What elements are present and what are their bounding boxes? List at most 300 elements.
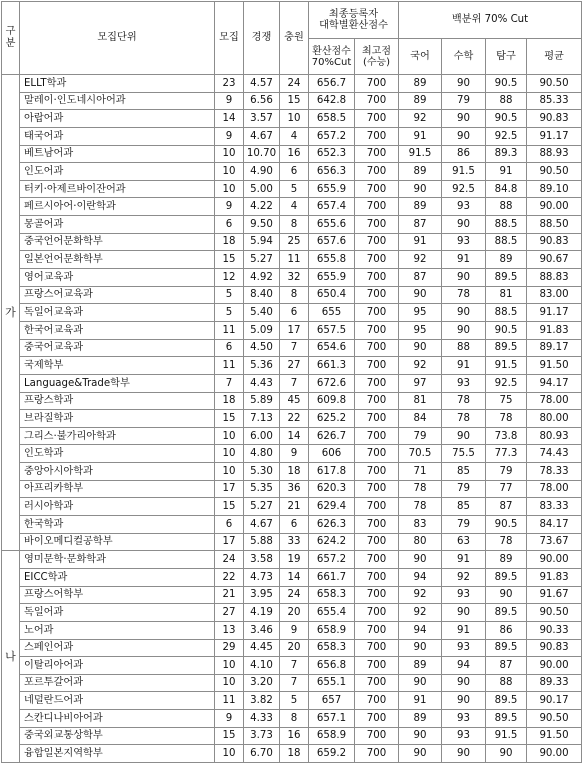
math-cell: 90 xyxy=(442,745,486,763)
average-cell: 91.50 xyxy=(527,727,582,745)
korean-cell: 90 xyxy=(399,180,442,198)
math-cell: 91.5 xyxy=(442,163,486,181)
table-row xyxy=(2,445,582,463)
competition-cell: 5.00 xyxy=(244,180,280,198)
korean-cell: 91 xyxy=(399,692,442,710)
conv-score-cell: 624.2 xyxy=(309,533,355,551)
math-cell: 90 xyxy=(442,604,486,622)
average-cell: 90.50 xyxy=(527,163,582,181)
korean-cell: 94 xyxy=(399,568,442,586)
filled-cell: 22 xyxy=(280,410,309,428)
unit-cell: 페르시아어·이란학과 xyxy=(20,198,215,216)
unit-cell: 인도학과 xyxy=(20,445,215,463)
conv-score-cell: 650.4 xyxy=(309,286,355,304)
average-cell: 88.83 xyxy=(527,269,582,287)
filled-cell: 24 xyxy=(280,75,309,93)
unit-cell: 그리스·불가리아학과 xyxy=(20,427,215,445)
recruit-cell: 6 xyxy=(215,516,244,534)
competition-cell: 4.45 xyxy=(244,639,280,657)
filled-cell: 5 xyxy=(280,692,309,710)
competition-cell: 5.27 xyxy=(244,498,280,516)
inquiry-cell: 88.5 xyxy=(486,233,527,251)
math-cell: 85 xyxy=(442,463,486,481)
table-row xyxy=(2,92,582,110)
unit-cell: 한국어교육과 xyxy=(20,321,215,339)
unit-cell: 독일어교육과 xyxy=(20,304,215,322)
conv-score-cell: 655 xyxy=(309,304,355,322)
max-score-cell: 700 xyxy=(355,463,399,481)
inquiry-cell: 81 xyxy=(486,286,527,304)
competition-cell: 5.40 xyxy=(244,304,280,322)
recruit-cell: 17 xyxy=(215,533,244,551)
group-header: 구 분 xyxy=(2,2,20,75)
competition-cell: 3.95 xyxy=(244,586,280,604)
recruit-cell: 6 xyxy=(215,216,244,234)
table-row xyxy=(2,427,582,445)
math-cell: 78 xyxy=(442,392,486,410)
filled-cell: 36 xyxy=(280,480,309,498)
korean-cell: 94 xyxy=(399,621,442,639)
filled-cell: 21 xyxy=(280,498,309,516)
filled-cell: 7 xyxy=(280,374,309,392)
korean-cell: 92 xyxy=(399,110,442,128)
competition-cell: 4.57 xyxy=(244,75,280,93)
math-cell: 88 xyxy=(442,339,486,357)
table-row xyxy=(2,410,582,428)
recruit-cell: 12 xyxy=(215,269,244,287)
table-row xyxy=(2,339,582,357)
inquiry-cell: 75 xyxy=(486,392,527,410)
unit-cell: 베트남어과 xyxy=(20,145,215,163)
recruit-cell: 7 xyxy=(215,374,244,392)
inquiry-cell: 91.5 xyxy=(486,357,527,375)
inquiry-cell: 88.5 xyxy=(486,216,527,234)
max-score-cell: 700 xyxy=(355,163,399,181)
max-score-cell: 700 xyxy=(355,551,399,569)
conv-score-cell: 661.3 xyxy=(309,357,355,375)
competition-cell: 10.70 xyxy=(244,145,280,163)
recruit-cell: 11 xyxy=(215,321,244,339)
math-cell: 94 xyxy=(442,657,486,675)
average-cell: 90.17 xyxy=(527,692,582,710)
inquiry-cell: 88.5 xyxy=(486,304,527,322)
unit-cell: 아프리카학부 xyxy=(20,480,215,498)
conv-score-cell: 656.7 xyxy=(309,75,355,93)
max-score-cell: 700 xyxy=(355,304,399,322)
average-cell: 80.93 xyxy=(527,427,582,445)
table-row xyxy=(2,516,582,534)
recruit-cell: 9 xyxy=(215,198,244,216)
inquiry-cell: 77 xyxy=(486,480,527,498)
math-cell: 85 xyxy=(442,498,486,516)
competition-cell: 6.00 xyxy=(244,427,280,445)
korean-cell: 89 xyxy=(399,75,442,93)
math-cell: 92.5 xyxy=(442,180,486,198)
conv-score-cell: 658.9 xyxy=(309,621,355,639)
inquiry-cell: 90.5 xyxy=(486,110,527,128)
recruit-cell: 10 xyxy=(215,163,244,181)
filled-cell: 6 xyxy=(280,163,309,181)
recruit-cell: 10 xyxy=(215,180,244,198)
conv-score-cell: 655.9 xyxy=(309,180,355,198)
inquiry-header: 탐구 xyxy=(486,39,527,75)
inquiry-cell: 91.5 xyxy=(486,727,527,745)
korean-cell: 91.5 xyxy=(399,145,442,163)
recruit-cell: 13 xyxy=(215,621,244,639)
recruit-cell: 5 xyxy=(215,286,244,304)
korean-cell: 92 xyxy=(399,586,442,604)
conv-score-cell: 609.8 xyxy=(309,392,355,410)
max-score-cell: 700 xyxy=(355,427,399,445)
competition-cell: 3.46 xyxy=(244,621,280,639)
korean-cell: 87 xyxy=(399,269,442,287)
filled-cell: 8 xyxy=(280,216,309,234)
korean-cell: 70.5 xyxy=(399,445,442,463)
math-cell: 79 xyxy=(442,480,486,498)
math-cell: 93 xyxy=(442,233,486,251)
filled-cell: 15 xyxy=(280,92,309,110)
korean-cell: 89 xyxy=(399,163,442,181)
average-cell: 83.00 xyxy=(527,286,582,304)
recruit-cell: 21 xyxy=(215,586,244,604)
table-row xyxy=(2,127,582,145)
inquiry-cell: 89 xyxy=(486,251,527,269)
max-score-cell: 700 xyxy=(355,604,399,622)
math-cell: 90 xyxy=(442,75,486,93)
competition-cell: 6.56 xyxy=(244,92,280,110)
conv-score-cell: 617.8 xyxy=(309,463,355,481)
max-score-cell: 700 xyxy=(355,339,399,357)
filled-cell: 45 xyxy=(280,392,309,410)
filled-cell: 7 xyxy=(280,657,309,675)
table-row xyxy=(2,374,582,392)
filled-cell: 8 xyxy=(280,286,309,304)
korean-cell: 78 xyxy=(399,498,442,516)
table-row xyxy=(2,145,582,163)
average-cell: 91.50 xyxy=(527,357,582,375)
table-row xyxy=(2,639,582,657)
average-cell: 74.43 xyxy=(527,445,582,463)
max-score-header: 최고점 (수능) xyxy=(355,39,399,75)
filled-cell: 25 xyxy=(280,233,309,251)
recruit-cell: 9 xyxy=(215,92,244,110)
average-cell: 90.83 xyxy=(527,233,582,251)
math-cell: 91 xyxy=(442,251,486,269)
korean-cell: 92 xyxy=(399,604,442,622)
max-score-cell: 700 xyxy=(355,321,399,339)
table-row xyxy=(2,216,582,234)
korean-cell: 97 xyxy=(399,374,442,392)
korean-cell: 89 xyxy=(399,198,442,216)
korean-cell: 81 xyxy=(399,392,442,410)
math-header: 수학 xyxy=(442,39,486,75)
table-row xyxy=(2,586,582,604)
math-cell: 91 xyxy=(442,621,486,639)
unit-cell: 중국어교육과 xyxy=(20,339,215,357)
table-row xyxy=(2,657,582,675)
recruit-header: 모집 xyxy=(215,2,244,75)
inquiry-cell: 90 xyxy=(486,745,527,763)
table-row xyxy=(2,269,582,287)
inquiry-cell: 92.5 xyxy=(486,127,527,145)
math-cell: 90 xyxy=(442,321,486,339)
average-cell: 84.17 xyxy=(527,516,582,534)
unit-cell: 중국언어문화학부 xyxy=(20,233,215,251)
filled-cell: 24 xyxy=(280,586,309,604)
filled-cell: 18 xyxy=(280,463,309,481)
group-label: 나 xyxy=(2,551,20,763)
inquiry-cell: 88 xyxy=(486,198,527,216)
max-score-cell: 700 xyxy=(355,75,399,93)
table-body xyxy=(2,75,582,763)
math-cell: 90 xyxy=(442,304,486,322)
unit-cell: 인도어과 xyxy=(20,163,215,181)
max-score-cell: 700 xyxy=(355,216,399,234)
inquiry-cell: 90 xyxy=(486,586,527,604)
korean-cell: 80 xyxy=(399,533,442,551)
filled-cell: 18 xyxy=(280,745,309,763)
recruit-cell: 24 xyxy=(215,551,244,569)
recruit-cell: 5 xyxy=(215,304,244,322)
recruit-cell: 15 xyxy=(215,498,244,516)
table-row xyxy=(2,392,582,410)
conv-score-header: 환산점수 70%Cut xyxy=(309,39,355,75)
table-row xyxy=(2,604,582,622)
conv-score-cell: 629.4 xyxy=(309,498,355,516)
filled-cell: 27 xyxy=(280,357,309,375)
filled-cell: 7 xyxy=(280,674,309,692)
average-cell: 90.00 xyxy=(527,657,582,675)
competition-cell: 4.33 xyxy=(244,710,280,728)
recruit-cell: 10 xyxy=(215,463,244,481)
conv-score-cell: 659.2 xyxy=(309,745,355,763)
korean-cell: 87 xyxy=(399,216,442,234)
korean-cell: 92 xyxy=(399,357,442,375)
max-score-cell: 700 xyxy=(355,639,399,657)
filled-cell: 4 xyxy=(280,127,309,145)
unit-cell: 한국학과 xyxy=(20,516,215,534)
competition-cell: 9.50 xyxy=(244,216,280,234)
max-score-cell: 700 xyxy=(355,110,399,128)
math-cell: 91 xyxy=(442,551,486,569)
math-cell: 90 xyxy=(442,692,486,710)
max-score-cell: 700 xyxy=(355,674,399,692)
max-score-cell: 700 xyxy=(355,410,399,428)
table-row xyxy=(2,727,582,745)
korean-cell: 89 xyxy=(399,92,442,110)
inquiry-cell: 89.5 xyxy=(486,269,527,287)
competition-cell: 3.82 xyxy=(244,692,280,710)
unit-cell: 영어교육과 xyxy=(20,269,215,287)
average-cell: 91.83 xyxy=(527,568,582,586)
competition-cell: 4.73 xyxy=(244,568,280,586)
unit-cell: 아랍어과 xyxy=(20,110,215,128)
conv-score-cell: 606 xyxy=(309,445,355,463)
korean-cell: 90 xyxy=(399,745,442,763)
table-row xyxy=(2,286,582,304)
conv-score-cell: 657.4 xyxy=(309,198,355,216)
korean-cell: 90 xyxy=(399,286,442,304)
average-cell: 89.33 xyxy=(527,674,582,692)
final-score-header: 최종등록자 대학별환산점수 xyxy=(309,2,399,39)
korean-cell: 89 xyxy=(399,657,442,675)
conv-score-cell: 655.6 xyxy=(309,216,355,234)
inquiry-cell: 87 xyxy=(486,657,527,675)
competition-cell: 3.57 xyxy=(244,110,280,128)
recruit-cell: 23 xyxy=(215,75,244,93)
filled-cell: 6 xyxy=(280,516,309,534)
unit-cell: 브라질학과 xyxy=(20,410,215,428)
table-row xyxy=(2,251,582,269)
korean-cell: 84 xyxy=(399,410,442,428)
filled-header: 충원 xyxy=(280,2,309,75)
math-cell: 92 xyxy=(442,568,486,586)
average-cell: 90.83 xyxy=(527,110,582,128)
korean-cell: 83 xyxy=(399,516,442,534)
inquiry-cell: 89.5 xyxy=(486,568,527,586)
unit-cell: 독일어과 xyxy=(20,604,215,622)
math-cell: 93 xyxy=(442,710,486,728)
filled-cell: 32 xyxy=(280,269,309,287)
unit-cell: 중앙아시아학과 xyxy=(20,463,215,481)
unit-cell: 스칸디나비아어과 xyxy=(20,710,215,728)
unit-cell: 바이오메디컬공학부 xyxy=(20,533,215,551)
admission-results-table xyxy=(1,1,582,763)
math-cell: 63 xyxy=(442,533,486,551)
filled-cell: 19 xyxy=(280,551,309,569)
table-row xyxy=(2,357,582,375)
recruit-cell: 27 xyxy=(215,604,244,622)
table-row xyxy=(2,480,582,498)
table-row xyxy=(2,233,582,251)
max-score-cell: 700 xyxy=(355,516,399,534)
filled-cell: 20 xyxy=(280,604,309,622)
max-score-cell: 700 xyxy=(355,727,399,745)
recruit-cell: 10 xyxy=(215,657,244,675)
table-row xyxy=(2,674,582,692)
max-score-cell: 700 xyxy=(355,533,399,551)
max-score-cell: 700 xyxy=(355,286,399,304)
average-cell: 73.67 xyxy=(527,533,582,551)
inquiry-cell: 89 xyxy=(486,551,527,569)
competition-cell: 4.90 xyxy=(244,163,280,181)
filled-cell: 33 xyxy=(280,533,309,551)
unit-cell: 프랑스학과 xyxy=(20,392,215,410)
unit-cell: 스페인어과 xyxy=(20,639,215,657)
korean-header: 국어 xyxy=(399,39,442,75)
recruit-cell: 17 xyxy=(215,480,244,498)
recruit-cell: 10 xyxy=(215,427,244,445)
inquiry-cell: 89.5 xyxy=(486,692,527,710)
unit-cell: 터키·아제르바이잔어과 xyxy=(20,180,215,198)
conv-score-cell: 626.3 xyxy=(309,516,355,534)
recruit-cell: 10 xyxy=(215,745,244,763)
average-cell: 90.00 xyxy=(527,745,582,763)
recruit-cell: 6 xyxy=(215,339,244,357)
recruit-cell: 22 xyxy=(215,568,244,586)
inquiry-cell: 90.5 xyxy=(486,516,527,534)
filled-cell: 5 xyxy=(280,180,309,198)
average-cell: 90.00 xyxy=(527,551,582,569)
competition-cell: 5.09 xyxy=(244,321,280,339)
unit-cell: 융합일본지역학부 xyxy=(20,745,215,763)
korean-cell: 90 xyxy=(399,727,442,745)
recruit-cell: 15 xyxy=(215,251,244,269)
math-cell: 78 xyxy=(442,410,486,428)
max-score-cell: 700 xyxy=(355,374,399,392)
recruit-cell: 10 xyxy=(215,445,244,463)
math-cell: 93 xyxy=(442,586,486,604)
math-cell: 90 xyxy=(442,127,486,145)
table-row xyxy=(2,692,582,710)
recruit-cell: 10 xyxy=(215,674,244,692)
competition-cell: 4.67 xyxy=(244,127,280,145)
unit-cell: 태국어과 xyxy=(20,127,215,145)
table-row xyxy=(2,568,582,586)
table-header xyxy=(2,2,582,75)
competition-cell: 4.80 xyxy=(244,445,280,463)
conv-score-cell: 656.8 xyxy=(309,657,355,675)
korean-cell: 91 xyxy=(399,233,442,251)
conv-score-cell: 658.5 xyxy=(309,110,355,128)
unit-cell: 네덜란드어과 xyxy=(20,692,215,710)
inquiry-cell: 87 xyxy=(486,498,527,516)
unit-cell: 중국외교통상학부 xyxy=(20,727,215,745)
table-row xyxy=(2,198,582,216)
table-row xyxy=(2,75,582,93)
table-row xyxy=(2,710,582,728)
conv-score-cell: 657.5 xyxy=(309,321,355,339)
max-score-cell: 700 xyxy=(355,233,399,251)
unit-cell: ELLT학과 xyxy=(20,75,215,93)
average-cell: 90.50 xyxy=(527,604,582,622)
unit-cell: 러시아학과 xyxy=(20,498,215,516)
table-row xyxy=(2,180,582,198)
table-row xyxy=(2,551,582,569)
average-cell: 78.33 xyxy=(527,463,582,481)
competition-cell: 8.40 xyxy=(244,286,280,304)
recruit-cell: 10 xyxy=(215,145,244,163)
filled-cell: 10 xyxy=(280,110,309,128)
competition-cell: 5.94 xyxy=(244,233,280,251)
max-score-cell: 700 xyxy=(355,445,399,463)
recruit-cell: 14 xyxy=(215,110,244,128)
filled-cell: 16 xyxy=(280,145,309,163)
competition-header: 경쟁 xyxy=(244,2,280,75)
inquiry-cell: 84.8 xyxy=(486,180,527,198)
korean-cell: 71 xyxy=(399,463,442,481)
korean-cell: 90 xyxy=(399,674,442,692)
korean-cell: 95 xyxy=(399,321,442,339)
unit-cell: 영미문학·문화학과 xyxy=(20,551,215,569)
conv-score-cell: 658.3 xyxy=(309,586,355,604)
conv-score-cell: 658.3 xyxy=(309,639,355,657)
conv-score-cell: 657.2 xyxy=(309,127,355,145)
korean-cell: 90 xyxy=(399,551,442,569)
unit-cell: 국제학부 xyxy=(20,357,215,375)
unit-cell: 몽골어과 xyxy=(20,216,215,234)
conv-score-cell: 657 xyxy=(309,692,355,710)
math-cell: 90 xyxy=(442,269,486,287)
math-cell: 90 xyxy=(442,427,486,445)
conv-score-cell: 657.1 xyxy=(309,710,355,728)
average-cell: 83.33 xyxy=(527,498,582,516)
conv-score-cell: 620.3 xyxy=(309,480,355,498)
math-cell: 90 xyxy=(442,216,486,234)
max-score-cell: 700 xyxy=(355,621,399,639)
competition-cell: 6.70 xyxy=(244,745,280,763)
competition-cell: 5.36 xyxy=(244,357,280,375)
